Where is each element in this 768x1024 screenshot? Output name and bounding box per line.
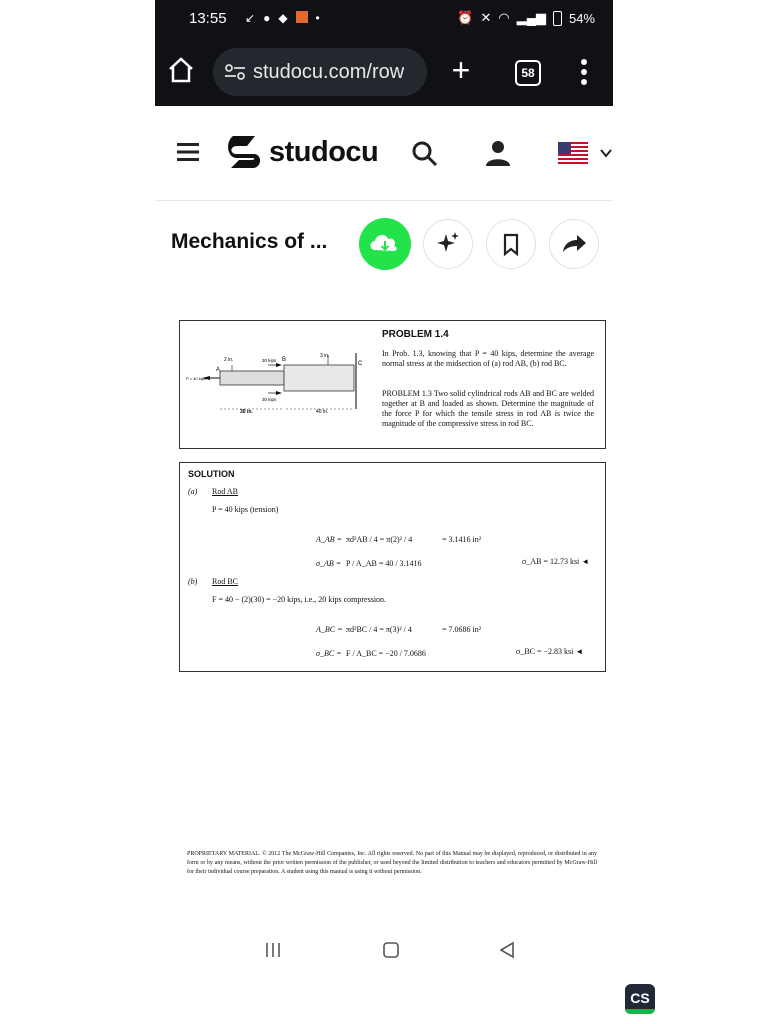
label-3in: 3 in. xyxy=(320,353,330,359)
part-b-title: Rod BC xyxy=(212,577,239,586)
area-bc-formula: πd²BC / 4 = π(3)² / 4 xyxy=(346,625,412,634)
part-b-label: (b) xyxy=(188,577,198,586)
rod-figure xyxy=(180,321,380,441)
problem-box xyxy=(179,320,606,449)
cloud-download-icon xyxy=(359,218,411,270)
problem-title: PROBLEM 1.4 xyxy=(382,329,449,340)
sparkle-icon xyxy=(424,220,472,268)
search-icon[interactable] xyxy=(411,140,439,168)
site-settings-icon[interactable] xyxy=(223,60,247,84)
bookmark-button[interactable] xyxy=(486,219,536,269)
label-p: P = 40 kips xyxy=(186,376,206,381)
browser-toolbar xyxy=(155,38,613,106)
app-notification-icon xyxy=(296,11,308,23)
recent-apps-icon[interactable] xyxy=(263,940,283,960)
logo-text: studocu xyxy=(269,135,379,168)
area-bc-result: = 7.0686 in² xyxy=(442,625,482,634)
phone-screen xyxy=(155,0,613,1024)
status-time: 13:55 xyxy=(189,10,227,27)
label-30in: 30 in. xyxy=(240,409,253,415)
studocu-logo-icon xyxy=(225,132,265,172)
document-title-bar xyxy=(155,210,613,278)
url-text: studocu.com/row xyxy=(253,60,405,83)
tab-switcher-button[interactable]: 58 xyxy=(515,60,541,86)
sigma-bc-formula: F / A_BC = −20 / 7.0686 xyxy=(346,649,426,658)
home-icon[interactable] xyxy=(167,56,195,84)
sigma-ab-lhs: σ_AB = xyxy=(316,559,342,568)
user-icon[interactable] xyxy=(485,139,511,167)
studocu-logo[interactable] xyxy=(225,132,378,172)
wifi-icon: ◠ xyxy=(498,10,510,25)
sigma-bc-answer: σ_BC = −2.83 ksi ◄ xyxy=(516,647,584,656)
bookmark-icon xyxy=(487,220,535,268)
label-point-c: C xyxy=(358,361,363,367)
battery-icon xyxy=(553,11,562,26)
download-button[interactable] xyxy=(359,218,411,270)
ai-assistant-button[interactable] xyxy=(423,219,473,269)
back-icon[interactable] xyxy=(497,940,517,960)
sigma-bc-lhs: σ_BC = xyxy=(316,649,342,658)
hamburger-menu-icon[interactable] xyxy=(177,143,199,161)
missed-call-icon: ↙ xyxy=(245,11,256,25)
us-flag-icon[interactable] xyxy=(558,142,588,164)
chat-icon: ● xyxy=(263,11,271,25)
share-arrow-icon xyxy=(550,220,598,268)
document-title[interactable]: Mechanics of ... xyxy=(171,230,328,253)
camscanner-badge: CS xyxy=(625,984,655,1014)
label-point-a: A xyxy=(216,367,221,373)
site-header xyxy=(155,106,613,201)
problem-text: In Prob. 1.3, knowing that P = 40 kips, determine the average normal stress at the midsection of (a) rod AB, (b) rod BC. xyxy=(382,349,594,368)
area-ab-result: = 3.1416 in² xyxy=(442,535,482,544)
signal-icon: ▂▄▆ xyxy=(516,10,546,25)
share-button[interactable] xyxy=(549,219,599,269)
more-notifications-icon: • xyxy=(315,11,320,25)
label-40in: 40 in. xyxy=(316,409,329,415)
solution-box xyxy=(179,462,606,672)
battery-level: 54% xyxy=(568,10,595,26)
reference-problem-text: PROBLEM 1.3 Two solid cylindrical rods AB and BC are welded together at B and loaded as shown. Determine the magnitude of the force P for which the tensile stress in rod AB is twice the magnitude of the compressive stress in rod BC. xyxy=(382,389,594,428)
home-nav-icon[interactable] xyxy=(381,940,401,960)
chevron-down-icon[interactable] xyxy=(599,146,613,160)
part-a-title: Rod AB xyxy=(212,487,239,496)
area-bc-lhs: A_BC = xyxy=(316,625,343,634)
address-bar[interactable] xyxy=(213,48,427,96)
sigma-ab-formula: P / A_AB = 40 / 3.1416 xyxy=(346,559,422,568)
game-controller-icon: ◆ xyxy=(278,11,288,25)
area-ab-formula: πd²AB / 4 = π(2)² / 4 xyxy=(346,535,413,544)
status-bar xyxy=(155,0,613,38)
mute-icon: ✕ xyxy=(480,10,492,25)
alarm-icon: ⏰ xyxy=(457,10,474,25)
label-load-top: 30 kips xyxy=(262,358,277,363)
notification-icons xyxy=(245,11,320,25)
copyright-footer: PROPRIETARY MATERIAL. © 2012 The McGraw-Hill Companies, Inc. All rights reserved. No part of this Manual may be displayed, reproduced, or distributed in any form or by any means, without the prior written permission of the publisher, or used beyond the limited distribution to teachers and educators permitted by McGraw-Hill for their individual course preparation. A student using this manual is using it without permission. xyxy=(187,851,597,875)
part-a-load: P = 40 kips (tension) xyxy=(212,505,279,514)
browser-menu-icon[interactable] xyxy=(579,58,589,86)
sigma-ab-answer: σ_AB = 12.73 ksi ◄ xyxy=(522,557,590,566)
part-a-label: (a) xyxy=(188,487,198,496)
label-load-bottom: 30 kips xyxy=(262,397,277,402)
label-point-b: B xyxy=(282,357,287,363)
system-nav-bar xyxy=(155,930,613,970)
system-icons xyxy=(457,10,595,26)
label-2in: 2 in. xyxy=(224,357,234,363)
area-ab-lhs: A_AB = xyxy=(316,535,343,544)
solution-heading: SOLUTION xyxy=(188,469,235,479)
new-tab-button[interactable]: + xyxy=(451,52,471,88)
part-b-force: F = 40 − (2)(30) = −20 kips, i.e., 20 kips compression. xyxy=(212,595,387,604)
